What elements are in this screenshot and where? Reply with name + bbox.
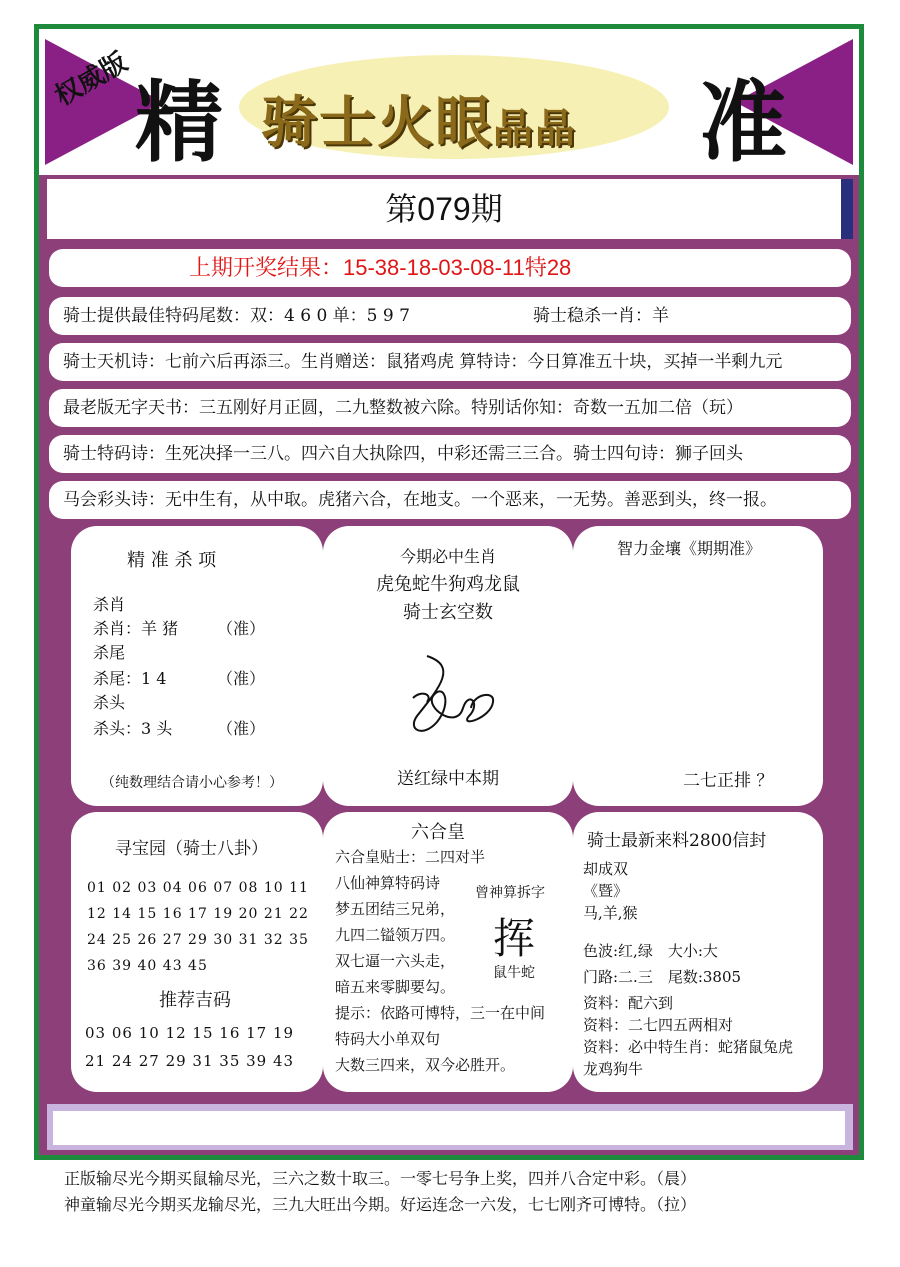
bottom-blank xyxy=(53,1111,845,1145)
liuhe-l8: 特码大小单双句 xyxy=(335,1030,441,1048)
latest-l9: 龙鸡狗牛 xyxy=(583,1060,644,1078)
latest-l8: 资料：必中特生肖：蛇猪鼠兔虎 xyxy=(583,1038,794,1056)
liuhe-l5: 双七逼一六头走， xyxy=(335,952,456,970)
sure-l3: 骑士玄空数 xyxy=(403,602,493,623)
sure-box xyxy=(323,526,573,806)
poem2-text: 最老版无字天书：三五刚好月正圆，二九整数被六除。特别话你知：奇数一五加二倍（玩） xyxy=(63,398,743,418)
zhili-bottom: 二七正排 ？ xyxy=(683,771,774,791)
latest-l3: 马,羊,猴 xyxy=(583,904,638,922)
poem2-row xyxy=(49,389,851,427)
treasure-row-4: 36 39 40 43 45 xyxy=(87,958,208,974)
signature-scribble xyxy=(397,646,501,742)
treasure-row-3: 24 25 26 27 29 30 31 32 35 xyxy=(87,932,309,948)
liuhe-l2: 八仙神算特码诗 xyxy=(335,874,441,892)
kill-l6: 杀头：3 头 xyxy=(93,719,173,738)
last-result-row xyxy=(49,249,851,287)
kill-l2-mark: （准） xyxy=(217,619,266,638)
recommend-title: 推荐吉码 xyxy=(159,990,231,1011)
kill-l3: 杀尾 xyxy=(93,643,126,662)
treasure-title: 寻宝园（骑士八卦） xyxy=(115,839,268,859)
split-char-title: 曾神算拆字 xyxy=(475,885,545,901)
split-char: 挥 xyxy=(493,914,536,963)
edition-label: 权威版 xyxy=(49,47,133,113)
poem1-text: 骑士天机诗：七前六后再添三。生肖赠送：鼠猪鸡虎 算特诗：今日算准五十块，买掉一半剩九元 xyxy=(63,352,783,372)
latest-l4: 色波:红,绿 大小:大 xyxy=(583,942,718,960)
sure-l2: 虎兔蛇牛狗鸡龙鼠 xyxy=(376,574,520,595)
recommend-row-1: 03 06 10 12 15 16 17 19 xyxy=(85,1024,295,1042)
tail-text: 骑士提供最佳特码尾数：双：4 6 0 单：5 9 7 xyxy=(63,306,410,326)
latest-box xyxy=(573,812,823,1092)
latest-l7: 资料：二七四五两相对 xyxy=(583,1016,734,1034)
treasure-box xyxy=(71,812,323,1092)
issue-number: 第079期 xyxy=(47,179,853,239)
treasure-row-1: 01 02 03 04 06 07 08 10 11 xyxy=(87,880,309,896)
footer-line-1: 正版输尽光今期买鼠输尽光，三六之数十取三。一零七号争上奖，四并八合定中彩。（晨） xyxy=(64,1169,697,1188)
split-char-sub: 鼠牛蛇 xyxy=(493,965,535,981)
poem4-text: 马会彩头诗：无中生有，从中取。虎猪六合，在地支。一个恶来，一无势。善恶到头，终一报。 xyxy=(63,490,777,510)
sure-l1: 今期必中生肖 xyxy=(399,547,496,566)
kill-text: 骑士稳杀一肖：羊 xyxy=(533,306,669,326)
kill-title: 精 准 杀 项 xyxy=(127,550,217,571)
latest-l1: 却成双 xyxy=(583,860,629,878)
kill-l1: 杀肖 xyxy=(93,595,126,614)
kill-l4: 杀尾：1 4 xyxy=(93,669,167,688)
treasure-row-2: 12 14 15 16 17 19 20 21 22 xyxy=(87,906,309,922)
poem4-row xyxy=(49,481,851,519)
kill-box xyxy=(71,526,323,806)
last-result: 上期开奖结果：15-38-18-03-08-11特28 xyxy=(189,255,572,280)
liuhe-l3: 梦五团结三兄弟， xyxy=(335,900,456,918)
footer-line-2: 神童输尽光今期买龙输尽光，三九大旺出今期。好运连念一六发，七七刚齐可博特。（拉） xyxy=(64,1195,697,1214)
liuhe-l4: 九四二镒领万四。 xyxy=(335,926,456,944)
liuhe-l9: 大数三四来，双今必胜开。 xyxy=(335,1056,516,1074)
kill-l2: 杀肖：羊 猪 xyxy=(93,619,179,638)
latest-l6: 资料：配六到 xyxy=(583,994,674,1012)
poem3-row xyxy=(49,435,851,473)
big-char-right: 准 xyxy=(699,71,788,174)
title-small: 晶晶 xyxy=(493,106,577,152)
big-char-left: 精 xyxy=(135,71,224,174)
liuhe-l7: 提示：依路可博特，三一在中间 xyxy=(335,1004,546,1022)
main-title xyxy=(261,79,577,159)
latest-l5: 门路:二.三 尾数:3805 xyxy=(583,968,742,986)
latest-title: 骑士最新来料2800信封 xyxy=(587,831,767,851)
zhili-box xyxy=(573,526,823,806)
poster-frame xyxy=(34,24,864,1160)
poem1-row xyxy=(49,343,851,381)
tail-row xyxy=(49,297,851,335)
header-banner xyxy=(39,29,859,175)
zhili-title: 智力金壤《期期准》 xyxy=(617,539,762,558)
title-main: 骑士火眼 xyxy=(261,91,493,156)
poem3-text: 骑士特码诗：生死决择一三八。四六自大执除四，中彩还需三三合。骑士四句诗：狮子回头 xyxy=(63,444,743,464)
liuhe-l6: 暗五来零脚要勾。 xyxy=(335,978,456,996)
liuhe-l1: 六合皇贴士：二四对半 xyxy=(335,848,486,866)
liuhe-box xyxy=(323,812,573,1092)
latest-l2: 《暨》 xyxy=(583,882,629,900)
sure-bottom: 送红绿中本期 xyxy=(397,769,499,789)
recommend-row-2: 21 24 27 29 31 35 39 43 xyxy=(85,1052,295,1070)
kill-l5: 杀头 xyxy=(93,693,126,712)
liuhe-title: 六合皇 xyxy=(411,822,465,843)
kill-note: （纯数理结合请小心参考！） xyxy=(101,775,283,791)
kill-l4-mark: （准） xyxy=(217,669,266,688)
kill-l6-mark: （准） xyxy=(217,719,266,738)
